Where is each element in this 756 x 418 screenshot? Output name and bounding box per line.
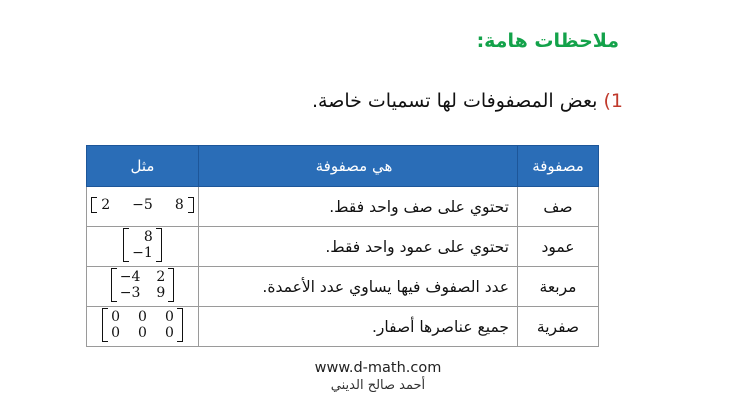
row-name: صفرية <box>518 307 599 347</box>
right-bracket <box>188 197 194 213</box>
header-matrix: مصفوفة <box>518 146 599 187</box>
header-description: هي مصفوفة <box>199 146 518 187</box>
matrix-entries <box>97 197 187 213</box>
row-description: عدد الصفوف فيها يساوي عدد الأعمدة. <box>199 267 518 307</box>
row-example <box>87 307 199 347</box>
zero-matrix <box>102 308 183 342</box>
column-matrix <box>123 228 162 262</box>
right-bracket <box>177 308 183 342</box>
matrix-entry: 8 <box>143 228 153 245</box>
row-description: تحتوي على عمود واحد فقط. <box>199 227 518 267</box>
row-example <box>87 227 199 267</box>
author-name: أحمد صالح الديني <box>330 378 426 393</box>
table-header-row <box>87 146 599 187</box>
row-description: تحتوي على صف واحد فقط. <box>199 187 518 227</box>
matrix-entry: −4 <box>119 268 141 285</box>
matrix-entry: 9 <box>156 284 166 301</box>
matrix-types-table <box>86 145 599 347</box>
matrix-entry: 0 <box>164 308 174 325</box>
note-number: 1) <box>603 90 623 112</box>
matrix-entry: −5 <box>132 196 153 213</box>
row-example <box>87 187 199 227</box>
table-row <box>87 187 599 227</box>
matrix-entry: 0 <box>111 308 121 325</box>
row-description: جميع عناصرها أصفار. <box>199 307 518 347</box>
row-example <box>87 267 199 307</box>
note-line <box>312 90 623 112</box>
note-text: بعض المصفوفات لها تسميات خاصة. <box>311 90 598 112</box>
matrix-entry: 0 <box>138 324 147 341</box>
row-name: مربعة <box>518 267 599 307</box>
matrix-entry: 0 <box>111 324 121 341</box>
footer <box>0 360 756 393</box>
matrix-entry: 2 <box>156 268 166 285</box>
table-row <box>87 307 599 347</box>
matrix-entries <box>108 308 177 342</box>
page-title: ملاحظات هامة: <box>476 30 619 52</box>
right-bracket <box>168 268 174 302</box>
site-url: www.d-math.com <box>314 360 442 376</box>
row-name: عمود <box>518 227 599 267</box>
row-matrix <box>91 197 193 213</box>
matrix-entry: −3 <box>119 284 141 301</box>
matrix-entries <box>117 268 169 302</box>
matrix-entry: 0 <box>138 308 147 325</box>
matrix-entry: −1 <box>132 244 153 261</box>
square-matrix <box>111 268 175 302</box>
matrix-entries <box>129 228 156 262</box>
row-name: صف <box>518 187 599 227</box>
right-bracket <box>156 228 162 262</box>
table-row <box>87 227 599 267</box>
matrix-entry: 2 <box>101 196 111 213</box>
header-example: مثل <box>87 146 199 187</box>
matrix-entry: 0 <box>164 324 174 341</box>
table-row <box>87 267 599 307</box>
matrix-entry: 8 <box>174 196 184 213</box>
